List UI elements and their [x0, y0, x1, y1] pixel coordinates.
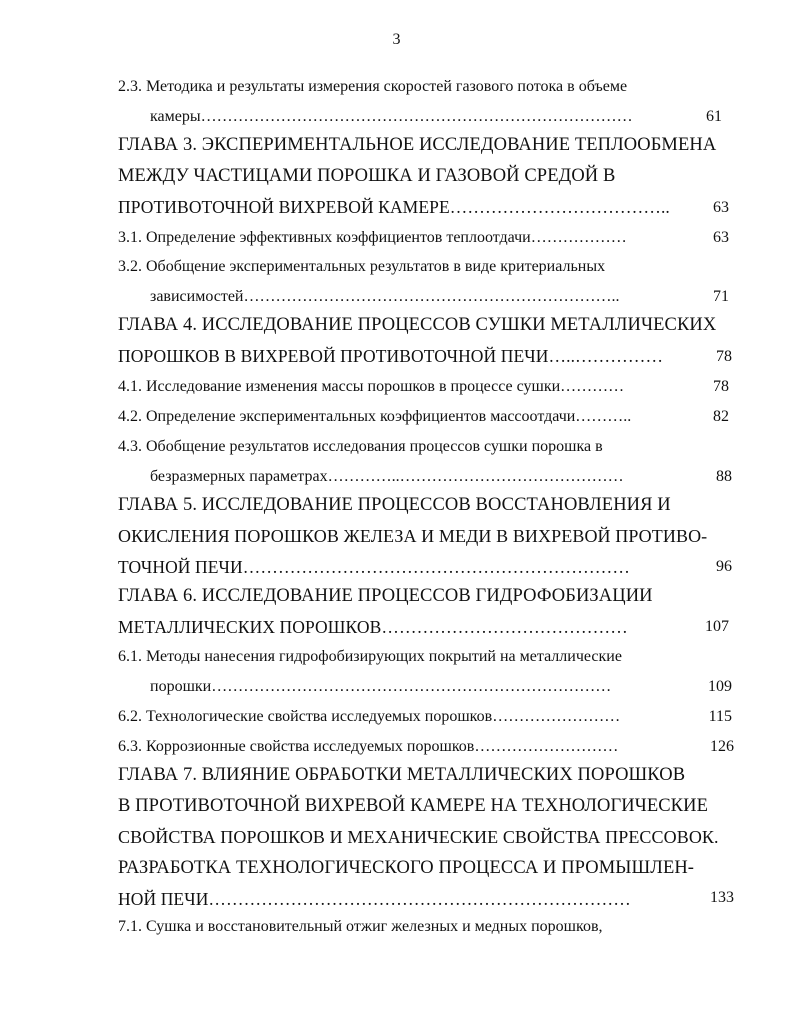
toc-page-number: 82 [713, 408, 729, 425]
toc-page-number: 71 [713, 288, 729, 305]
toc-page-number: 61 [706, 108, 722, 125]
toc-chapter-line: ГЛАВА 5. ИССЛЕДОВАНИЕ ПРОЦЕССОВ ВОССТАНОВЛЕНИЯ И [118, 495, 671, 515]
toc-line: 4.2. Определение экспериментальных коэффициентов массоотдачи……….. [118, 408, 632, 425]
toc-line: 3.2. Обобщение экспериментальных результатов в виде критериальных [118, 258, 606, 275]
toc-page-number: 126 [710, 738, 734, 755]
toc-page-number: 78 [713, 378, 729, 395]
toc-line: 4.1. Исследование изменения массы порошков в процессе сушки………… [118, 378, 625, 395]
toc-chapter-line: ГЛАВА 4. ИССЛЕДОВАНИЕ ПРОЦЕССОВ СУШКИ МЕТАЛЛИЧЕСКИХ [118, 315, 717, 335]
toc-line: 7.1. Сушка и восстановительный отжиг железных и медных порошков, [118, 918, 603, 935]
toc-chapter-line: ПРОТИВОТОЧНОЙ ВИХРЕВОЙ КАМЕРЕ……………………………….. [118, 197, 670, 217]
toc-page-number: 133 [710, 889, 734, 906]
toc-page-number: 96 [716, 558, 732, 575]
toc-page-number: 63 [713, 199, 729, 216]
toc-page-number: 115 [708, 708, 732, 725]
toc-chapter-line: МЕТАЛЛИЧЕСКИХ ПОРОШКОВ…………………………………… [118, 617, 628, 637]
toc-chapter-line: ГЛАВА 3. ЭКСПЕРИМЕНТАЛЬНОЕ ИССЛЕДОВАНИЕ ТЕПЛООБМЕНА [118, 135, 717, 155]
toc-chapter-line: ГЛАВА 6. ИССЛЕДОВАНИЕ ПРОЦЕССОВ ГИДРОФОБИЗАЦИИ [118, 586, 653, 606]
toc-chapter-line: ТОЧНОЙ ПЕЧИ………………………………………………………… [118, 557, 630, 577]
toc-line: порошки………………………………………………………………… [150, 678, 612, 695]
toc-line: 2.3. Методика и результаты измерения скоростей газового потока в объеме [118, 78, 628, 95]
toc-chapter-line: В ПРОТИВОТОЧНОЙ ВИХРЕВОЙ КАМЕРЕ НА ТЕХНОЛОГИЧЕСКИЕ [118, 796, 708, 816]
toc-page-number: 88 [716, 468, 732, 485]
toc-chapter-line: ОКИСЛЕНИЯ ПОРОШКОВ ЖЕЛЕЗА И МЕДИ В ВИХРЕВОЙ ПРОТИВО- [118, 526, 708, 546]
toc-line: 3.1. Определение эффективных коэффициентов теплоотдачи……………… [118, 229, 627, 246]
toc-chapter-line: ПОРОШКОВ В ВИХРЕВОЙ ПРОТИВОТОЧНОЙ ПЕЧИ…..…………… [118, 346, 664, 366]
toc-page-number: 107 [705, 618, 729, 635]
toc-line: безразмерных параметрах…………..…………………………………… [150, 468, 624, 485]
toc-chapter-line: МЕЖДУ ЧАСТИЦАМИ ПОРОШКА И ГАЗОВОЙ СРЕДОЙ В [118, 166, 616, 186]
toc-page-number: 109 [708, 678, 732, 695]
toc-line: 4.3. Обобщение результатов исследования процессов сушки порошка в [118, 438, 603, 455]
toc-line: камеры……………………………………………………………………… [150, 108, 633, 125]
toc-line: 6.3. Коррозионные свойства исследуемых порошков……………………… [118, 738, 619, 755]
toc-chapter-line: НОЙ ПЕЧИ……………………………………………………………… [118, 889, 631, 909]
toc-chapter-line: СВОЙСТВА ПОРОШКОВ И МЕХАНИЧЕСКИЕ СВОЙСТВА ПРЕССОВОК. [118, 827, 719, 847]
toc-line: зависимостей…………………………………………………………….. [150, 288, 620, 305]
toc-chapter-line: РАЗРАБОТКА ТЕХНОЛОГИЧЕСКОГО ПРОЦЕССА И ПРОМЫШЛЕН- [118, 858, 695, 878]
toc-page-number: 63 [713, 229, 729, 246]
toc-chapter-line: ГЛАВА 7. ВЛИЯНИЕ ОБРАБОТКИ МЕТАЛЛИЧЕСКИХ ПОРОШКОВ [118, 765, 686, 785]
toc-line: 6.1. Методы нанесения гидрофобизирующих покрытий на металлические [118, 648, 622, 665]
page-number: 3 [392, 31, 401, 48]
toc-page-number: 78 [716, 348, 732, 365]
toc-line: 6.2. Технологические свойства исследуемых порошков…………………… [118, 708, 621, 725]
